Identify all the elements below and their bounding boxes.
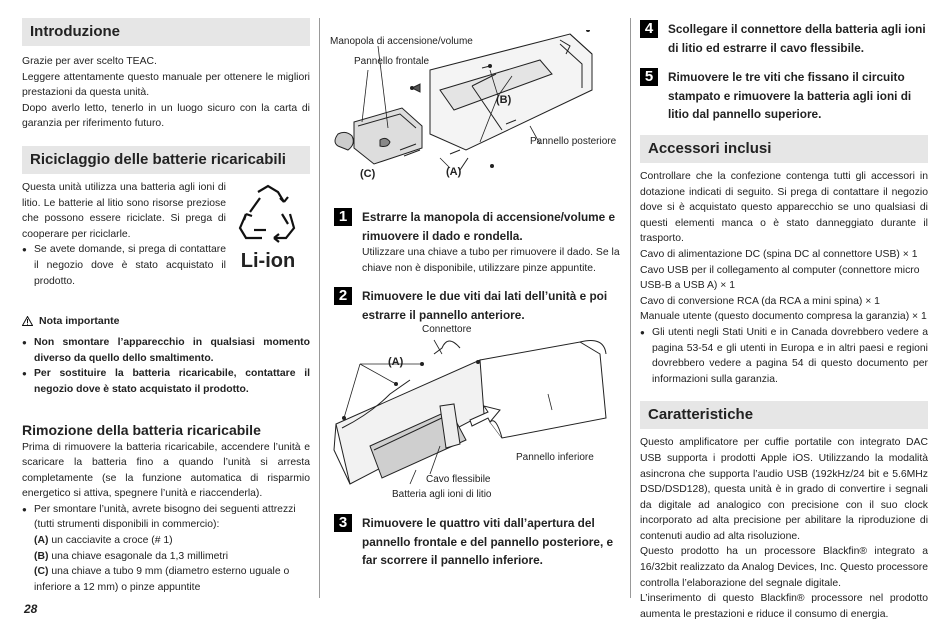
step-2 [334, 287, 622, 324]
step-number: 1 [334, 208, 352, 226]
tool-a-label: (A) [388, 356, 404, 368]
accessory-item: Cavo di conversione RCA (da RCA a mini spina) × 1 [640, 295, 880, 307]
note-heading [22, 315, 310, 327]
step-title: Estrarre la manopola di accensione/volume e rimuovere il dado e rondella. [362, 210, 616, 243]
unit-exploded-drawing [330, 30, 622, 188]
tool-b-label: (B) [496, 94, 512, 106]
step-number: 5 [640, 68, 658, 86]
step-number: 3 [334, 514, 352, 532]
step-3 [334, 514, 622, 570]
tool-item: (A) un cacciavite a croce (# 1) [34, 535, 173, 547]
intro-paragraph: Grazie per aver scelto TEAC. [22, 56, 157, 67]
intro-body [22, 54, 310, 132]
step-description: Utilizzare una chiave a tubo per rimuovere il dado. Se la chiave non è disponibile, utilizzare pinze appuntite. [362, 247, 620, 274]
removal-bullet: ● Per smontare l’unità, avrete bisogno dei seguenti attrezzi (tutti strumenti disponibili in commercio): [22, 502, 310, 533]
tool-a-label: (A) [446, 166, 462, 178]
step-number: 2 [334, 287, 352, 305]
removal-heading: Rimozione della batteria ricaricabile [22, 421, 261, 438]
connector-label: Connettore [422, 324, 472, 335]
removal-paragraph: Prima di rimuovere la batteria ricaricabile, accendere l’unità e scaricare la batteria fino a quando l’unità si arresta completamente (se la funzione automatica di risparmio energetico si attiva, spegnere l’unità e riaccenderla). [22, 441, 310, 500]
intro-paragraph: Leggere attentamente questo manuale per ottenere le migliori prestazioni da questa unità. [22, 71, 310, 99]
flex-cable-label: Cavo flessibile [426, 474, 491, 485]
warranty-bullet: ● Gli utenti negli Stati Uniti e in Canada dovrebbero vedere a pagina 53-54 e gli utenti in Europa e in altri paesi e regioni dovrebbero vedere a pagina 54 di questo documento per informazioni sulla garanzia. [640, 325, 928, 387]
step-title: Scollegare il connettore della batteria agli ioni di litio ed estrarre il cavo flessibile. [668, 22, 926, 55]
recycle-heading: Riciclaggio delle batterie ricaricabili [22, 146, 310, 174]
step-1 [334, 208, 622, 276]
accessory-item: Cavo di alimentazione DC (spina DC al connettore USB) × 1 [640, 248, 918, 260]
features-paragraph: L’inserimento di questo Blackfin® processore nel prodotto aumenta le prestazioni e riduce il consumo di energia. [640, 593, 928, 620]
battery-label: Batteria agli ioni di litio [392, 489, 492, 500]
note-title: Nota importante [39, 315, 120, 328]
note-item: ● Non smontare l’apparecchio in qualsiasi momento diverso da quello dello smaltimento. [22, 335, 310, 366]
tool-item: (C) una chiave a tubo 9 mm (diametro esterno uguale o inferiore a 12 mm) o pinze appuntite [34, 566, 290, 593]
accessories-paragraph: Controllare che la confezione contenga tutti gli accessori in dotazione indicati di seguito. Si prega di contattare il negozio dove si è acquistato questo apparecchio se uno qualsiasi di questi elementi manca o è stato danneggiato durante il trasporto. [640, 171, 928, 245]
warning-icon [22, 316, 33, 326]
column-divider-1 [319, 18, 320, 598]
recycle-paragraph: Questa unità utilizza una batteria agli ioni di litio. Le batterie al litio sono risorse preziose che possono essere riciclate. Si prega di cooperare per riciclarle. [22, 181, 226, 240]
intro-paragraph: Dopo averlo letto, tenerlo in un luogo sicuro con la carta di garanzia per riferimento futuro. [22, 102, 310, 130]
accessory-item: Manuale utente (questo documento compresa la garanzia) × 1 [640, 311, 927, 323]
li-ion-label: Li-ion [240, 249, 296, 272]
step-4 [640, 20, 928, 57]
accessory-item: Cavo USB per il collegamento al computer (connettore micro USB-B a USB A) × 1 [640, 264, 920, 292]
page-number: 28 [24, 602, 38, 616]
recycle-icon [236, 184, 300, 246]
column-divider-2 [630, 18, 631, 598]
disassembly-figure-2 [330, 324, 622, 504]
features-paragraph: Questo amplificatore per cuffie portatile con integrato DAC USB supporta i prodotti Apple iOS. Utilizzando la modalità asincrona che supporta l’audio USB (192kHz/24 bit e 5.6MHz DSD/DSD128), questa unità è in grado di convertire i segnali da digitale ad analogico con precisione con il suo clock incorporato ad alta precisione per abilitare la riproduzione di contenuti audio ad alta risoluzione. [640, 437, 928, 542]
step-number: 4 [640, 20, 658, 38]
front-panel-label: Pannello frontale [354, 56, 430, 67]
column-1 [22, 0, 310, 595]
step-title: Rimuovere le quattro viti dall’apertura del pannello frontale e del pannello posteriore, e far scorrere il pannello inferiore. [362, 516, 614, 567]
step-title: Rimuovere le tre viti che fissano il circuito stampato e rimuovere la batteria agli ioni di litio dal pannello superiore. [668, 70, 912, 121]
column-3 [640, 0, 928, 621]
step-5 [640, 68, 928, 124]
accessories-heading: Accessori inclusi [640, 135, 928, 163]
intro-heading: Introduzione [22, 18, 310, 46]
knob-label: Manopola di accensione/volume [330, 36, 473, 47]
tool-item: (B) una chiave esagonale da 1,3 millimetri [34, 550, 229, 562]
step-title: Rimuovere le due viti dai lati dell’unità e poi estrarre il pannello anteriore. [362, 289, 608, 322]
features-heading: Caratteristiche [640, 401, 928, 429]
recycle-logo [226, 180, 310, 289]
recycle-bullet: ● Se avete domande, si prega di contattare il negozio dove è stato acquistato il prodotto. [22, 242, 226, 289]
tool-c-label: (C) [360, 168, 376, 180]
bottom-panel-label: Pannello inferiore [516, 452, 594, 463]
rear-panel-label: Pannello posteriore [530, 136, 617, 147]
note-item: ● Per sostituire la batteria ricaricabile, contattare il negozio dove è stato acquistato il prodotto. [22, 366, 310, 397]
column-2 [330, 0, 622, 621]
disassembly-figure-1 [330, 30, 622, 188]
features-paragraph: Questo prodotto ha un processore Blackfin® integrato a 16/32bit realizzato da Analog Devices, Inc. Questo processore controlla l’elaborazione del segnale digitale. [640, 546, 928, 589]
